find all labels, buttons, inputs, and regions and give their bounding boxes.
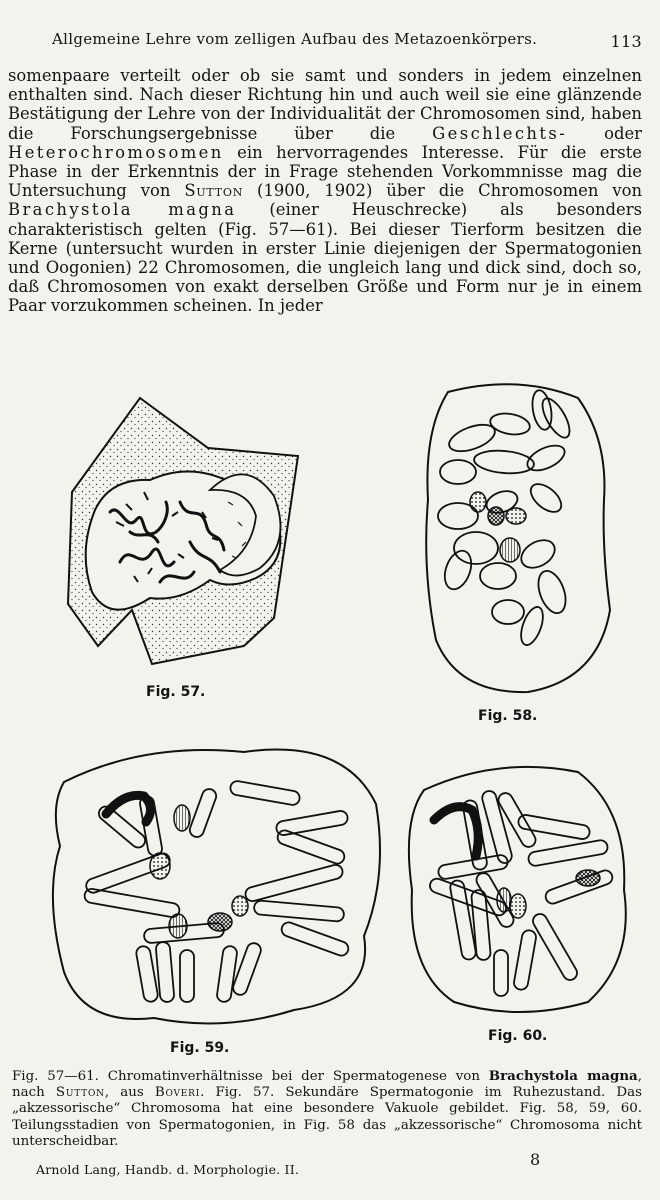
- emphasized-term: Geschlechts-: [432, 123, 568, 143]
- caption-species: Brachystola magna: [488, 1068, 638, 1084]
- figure-58-label: Fig. 58.: [478, 708, 538, 724]
- footer-source: Arnold Lang, Handb. d. Morphologie. II.: [36, 1162, 300, 1177]
- caption-run: . Fig. 57. Sekundäre Spermatogonie im Ruhezustand. Das „akzessorische“ Chromosoma hat eine besondere Vakuole gebildet. Fig. 58, 59, 60. Teilungsstadien von Spermatogonien, in Fig. 58 das „akzessorische“ Chromosoma nicht unterscheidbar.: [12, 1085, 642, 1149]
- figure-58-illustration: [418, 380, 614, 698]
- figure-59-label: Fig. 59.: [170, 1040, 230, 1056]
- figure-57-label: Fig. 57.: [146, 684, 206, 700]
- emphasized-term: Heterochromosomen: [8, 142, 224, 162]
- running-title: Allgemeine Lehre vom zelligen Aufbau des Metazoenkörpers.: [52, 30, 538, 48]
- figure-caption: [12, 1068, 642, 1150]
- text-run: ein hervorragendes Interesse. Für die erste Phase in der Erkenntnis der in Frage stehenden Vorkommnisse mag die Untersuchung von: [8, 142, 642, 201]
- sheet-number: 8: [530, 1150, 541, 1169]
- running-header: [34, 26, 642, 54]
- text-run: (1900, 1902) über die Chromosomen von: [243, 181, 643, 201]
- figure-60-illustration: [398, 760, 638, 1020]
- figure-60-label: Fig. 60.: [488, 1028, 548, 1044]
- text-run: oder: [567, 123, 642, 143]
- figure-57-illustration: [60, 392, 310, 672]
- figure-59-illustration: [44, 736, 388, 1036]
- body-paragraph: [8, 66, 642, 316]
- text-run: somenpaare verteilt oder ob sie samt und sonders in jedem einzelnen enthalten sind. Nach dieser Richtung hin und auch weil sie eine glänzende Bestätigung der Lehre von der Individualität der Chromosomen sind, haben die Forschungsergebnisse über die: [8, 66, 642, 143]
- page-number: 113: [610, 32, 642, 51]
- caption-run: Fig. 57—61. Chromatinverhältnisse bei der Spermatogenese von: [12, 1069, 489, 1084]
- caption-author: Sutton: [55, 1085, 105, 1101]
- author-name: Sutton: [184, 181, 244, 201]
- species-name: Brachystola magna: [8, 200, 237, 220]
- caption-run: , nach: [12, 1069, 642, 1101]
- text-run: (einer Heuschrecke) als besonders charakteristisch gelten (Fig. 57—61). Bei dieser Tierform besitzen die Kerne (untersucht wurden in erster Linie diejenigen der Spermatogonien und Oogonien) 22 Chromosomen, die ungleich lang und dick sind, doch so, daß Chromosomen von exakt derselben Größe und Form nur je in einem Paar vorzukommen scheinen. In jeder: [8, 200, 642, 316]
- caption-author: Boveri: [154, 1085, 201, 1101]
- caption-run: , aus: [104, 1085, 155, 1101]
